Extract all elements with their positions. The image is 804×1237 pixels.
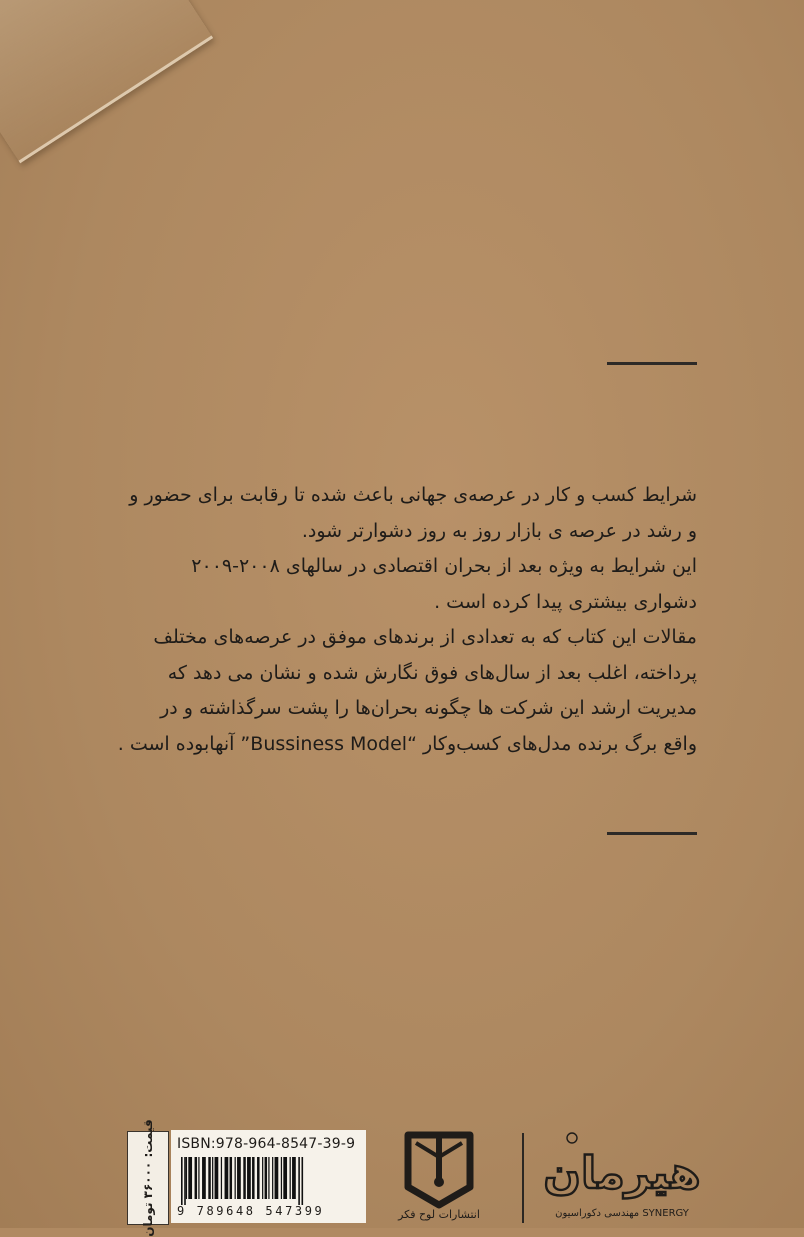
corner-tab-decoration [0,0,213,163]
price-label [127,1119,169,1237]
barcode-bar [243,1157,246,1199]
blurb-line: و رشد در عرصه ی بازار روز به روز دشوارتر شود. [301,519,697,542]
barcode-bar [184,1157,186,1205]
barcode-bar [302,1157,304,1205]
barcode-bar [235,1157,236,1199]
blurb-line: مدیریت ارشد این شرکت ها چگونه بحران‌ها را پشت سرگذاشته و در [160,697,697,719]
barcode-bar [188,1157,192,1199]
barcode-bar [298,1157,300,1205]
publisher-name: انتشارات لوح فکر [398,1208,480,1221]
isbn-barcode-label [171,1130,366,1223]
blurb-text [90,478,697,762]
barcode-bar [181,1157,183,1205]
synergy-logo-lettering: هیرمان [543,1148,701,1199]
synergy-caption: مهندسی دکوراسیون SYNERGY [555,1208,689,1219]
barcode-bar [208,1157,211,1199]
synergy-logo-icon [543,1126,701,1212]
barcode-bar [283,1157,287,1199]
barcode-image [177,1157,360,1205]
blurb-line: این شرایط به ویژه بعد از بحران اقتصادی در سالهای ۲۰۰۸-۲۰۰۹ [191,555,697,577]
barcode-bar [221,1157,222,1199]
blurb-line: دشواری بیشتری پیدا کرده است . [434,590,697,613]
barcode-bar [186,1157,187,1199]
blurb-line: مقالات این کتاب که به تعدادی از برندهای موفق در عرصه‌های مختلف [153,626,697,648]
barcode-bar [247,1157,251,1199]
barcode-bar [195,1157,198,1199]
blurb-line: شرایط کسب و کار در عرصه‌ی جهانی باعث شده تا رقابت برای حضور و [129,484,697,506]
barcode-bar [202,1157,206,1199]
bottom-divider-rule [607,832,697,835]
barcode-bar [265,1157,268,1199]
blurb-line: واقع برگ برنده مدل‌های کسب‌وکار “Bussiness Model” آنهابوده است . [117,732,697,755]
price-text: قیمت: ۳۶۰۰۰ تومان [141,1119,155,1237]
barcode-bar [262,1157,263,1199]
barcode-bar [290,1157,291,1199]
barcode-bar [275,1157,279,1199]
barcode-bar [281,1157,282,1199]
publisher-logo-icon [390,1127,488,1209]
isbn-text: ISBN:978-964-8547-39-9 [177,1136,356,1152]
barcode-bar [252,1157,255,1199]
barcode-bar [212,1157,213,1199]
barcode-bar [257,1157,260,1199]
barcode-bar [272,1157,273,1199]
barcode-bar [268,1157,269,1199]
barcode-bar [230,1157,233,1199]
barcode-bar [215,1157,219,1199]
barcode-bar [225,1157,229,1199]
logo-divider [522,1133,524,1223]
barcode-bar [237,1157,241,1199]
blurb-line: پرداخته، اغلب بعد از سال‌های فوق نگارش شده و نشان می دهد که [167,661,697,684]
top-divider-rule [607,362,697,365]
barcode-digits: 9 789648 547399 [177,1204,325,1218]
barcode-bar [198,1157,199,1199]
barcode-bar [292,1157,296,1199]
